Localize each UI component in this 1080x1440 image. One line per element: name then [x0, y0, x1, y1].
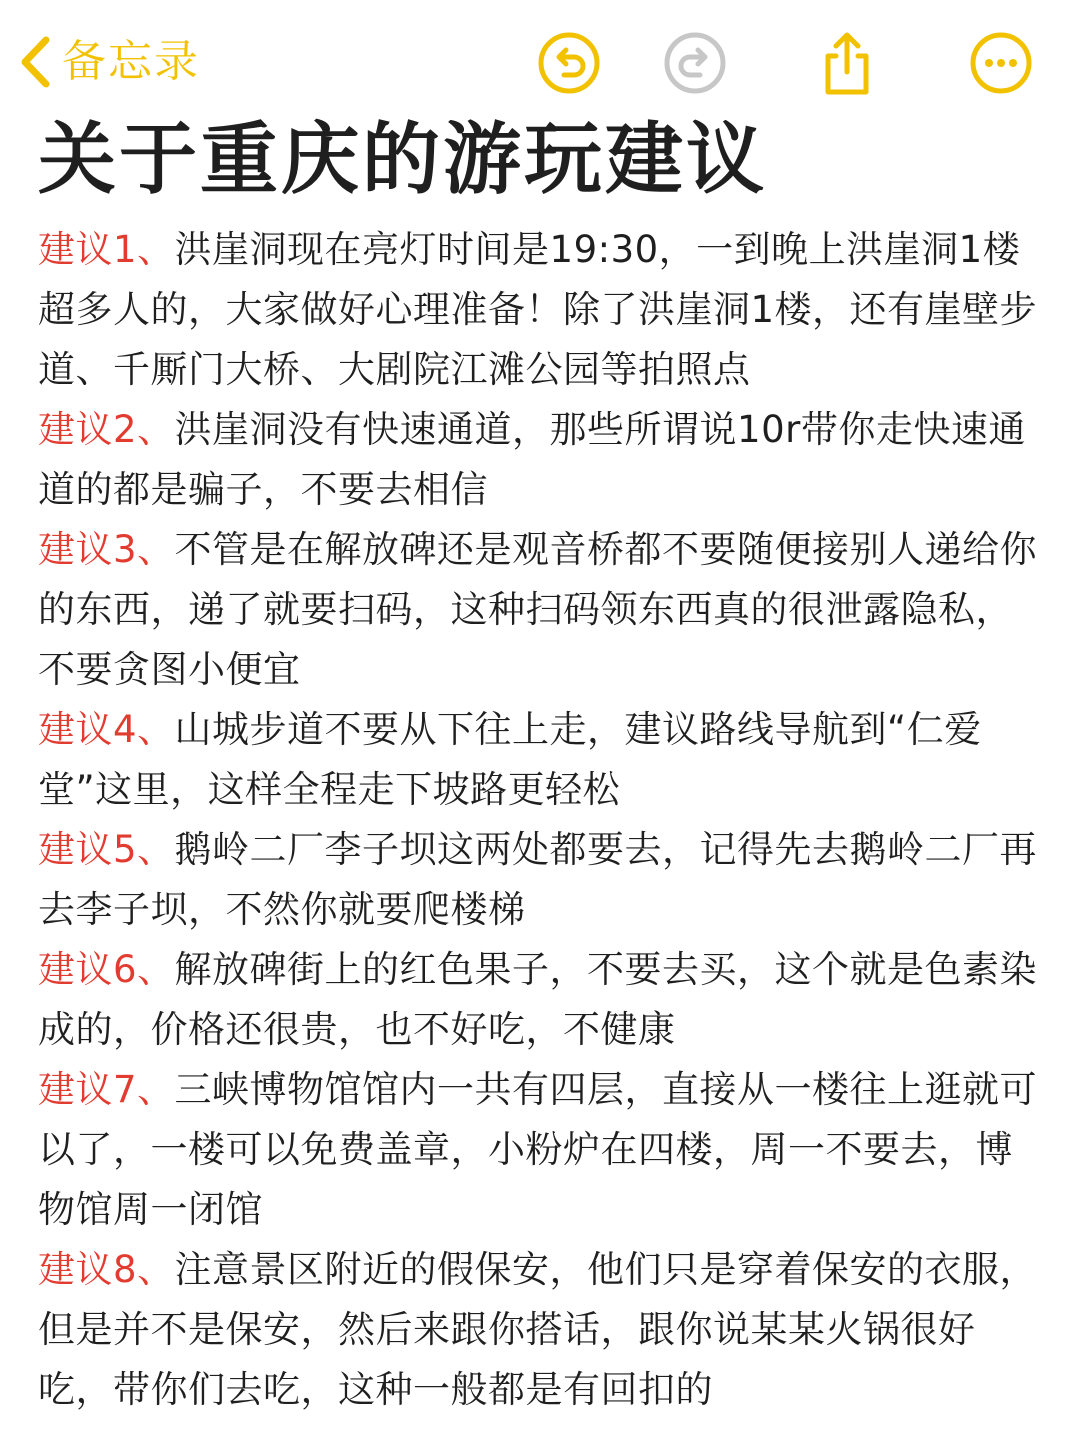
tip-paragraph-4: [38, 700, 1048, 820]
tip-text: 山城步道不要从下往上走，建议路线导航到“仁爱堂”这里，这样全程走下坡路更轻松: [38, 708, 982, 811]
chevron-left-icon: [18, 34, 52, 90]
back-button[interactable]: [18, 34, 200, 90]
undo-button[interactable]: [536, 30, 602, 96]
tip-paragraph-5: [38, 820, 1048, 940]
tip-text: 洪崖洞现在亮灯时间是19:30，一到晚上洪崖洞1楼超多人的，大家做好心理准备！除了洪崖洞1楼，还有崖壁步道、千厮门大桥、大剧院江滩公园等拍照点: [38, 228, 1038, 391]
tip-paragraph-1: [38, 220, 1048, 400]
tip-paragraph-2: [38, 400, 1048, 520]
note-body[interactable]: [38, 220, 1048, 1420]
tip-label: 建议7、: [38, 1068, 175, 1111]
tip-text: 三峡博物馆馆内一共有四层，直接从一楼往上逛就可以了，一楼可以免费盖章，小粉炉在四楼，周一不要去，博物馆周一闭馆: [38, 1068, 1038, 1231]
tip-text: 洪崖洞没有快速通道，那些所谓说10r带你走快速通道的都是骗子，不要去相信: [38, 408, 1026, 511]
tip-text: 解放碑街上的红色果子，不要去买，这个就是色素染成的，价格还很贵，也不好吃，不健康: [38, 948, 1038, 1051]
tip-paragraph-3: [38, 520, 1048, 700]
share-button[interactable]: [814, 30, 880, 96]
tip-label: 建议5、: [38, 828, 175, 871]
tip-label: 建议2、: [38, 408, 175, 451]
back-label: 备忘录: [62, 36, 200, 87]
note-title: 关于重庆的游玩建议: [38, 115, 768, 205]
tip-label: 建议6、: [38, 948, 175, 991]
tip-label: 建议1、: [38, 228, 175, 271]
tip-label: 建议3、: [38, 528, 175, 571]
share-icon: [814, 30, 880, 96]
more-button[interactable]: [968, 30, 1034, 96]
undo-icon: [536, 30, 602, 96]
redo-icon: [662, 30, 728, 96]
tip-label: 建议8、: [38, 1248, 175, 1291]
tip-text: 不管是在解放碑还是观音桥都不要随便接别人递给你的东西，递了就要扫码，这种扫码领东西真的很泄露隐私，不要贪图小便宜: [38, 528, 1038, 691]
tip-paragraph-7: [38, 1060, 1048, 1240]
tip-text: 鹅岭二厂李子坝这两处都要去，记得先去鹅岭二厂再去李子坝，不然你就要爬楼梯: [38, 828, 1038, 931]
tip-label: 建议4、: [38, 708, 175, 751]
tip-text: 注意景区附近的假保安，他们只是穿着保安的衣服，但是并不是保安，然后来跟你搭话，跟你说某某火锅很好吃，带你们去吃，这种一般都是有回扣的: [38, 1248, 1038, 1411]
tip-paragraph-8: [38, 1240, 1048, 1420]
redo-button[interactable]: [662, 30, 728, 96]
tip-paragraph-6: [38, 940, 1048, 1060]
navigation-bar: [0, 0, 1080, 120]
more-icon: [968, 30, 1034, 96]
